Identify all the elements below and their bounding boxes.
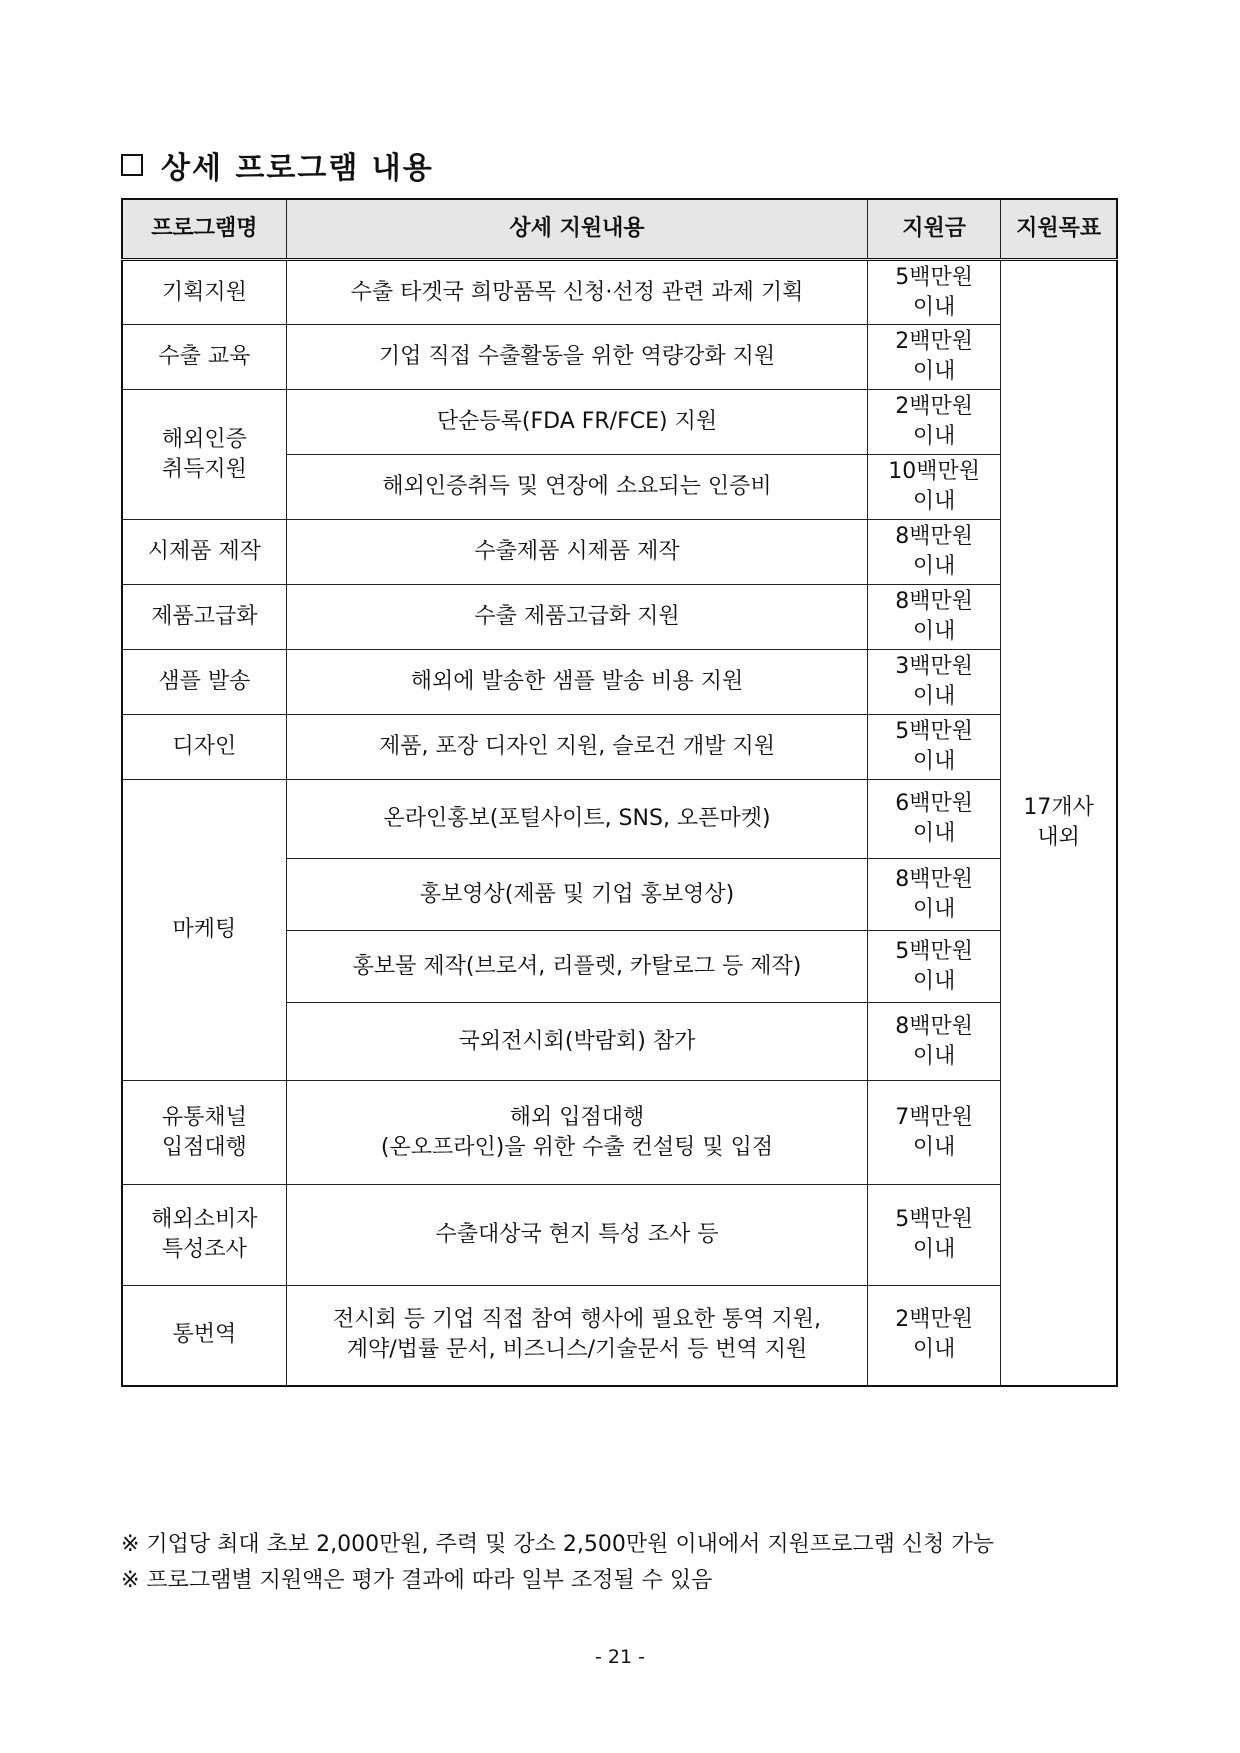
amount-cell: 5백만원 이내 [868,260,1001,325]
amount-cell: 7백만원 이내 [868,1081,1001,1185]
table-row [122,260,1117,325]
table-row [122,1081,1117,1185]
amount-cell: 5백만원 이내 [868,931,1001,1003]
amount-cell: 6백만원 이내 [868,780,1001,859]
table-row [122,1286,1117,1386]
table-row [122,650,1117,715]
detail-cell: 수출대상국 현지 특성 조사 등 [286,1185,867,1286]
program-name-cell: 유통채널 입점대행 [122,1081,286,1185]
program-name-cell: 시제품 제작 [122,520,286,585]
detail-cell: 해외에 발송한 샘플 발송 비용 지원 [286,650,867,715]
amount-cell: 8백만원 이내 [868,859,1001,931]
footnote: ※ 기업당 최대 초보 2,000만원, 주력 및 강소 2,500만원 이내에서 지원프로그램 신청 가능 [121,1532,994,1557]
program-name-cell: 디자인 [122,715,286,780]
program-name-cell: 통번역 [122,1286,286,1386]
footnotes [121,1527,994,1599]
detail-cell: 해외인증취득 및 연장에 소요되는 인증비 [286,455,867,520]
detail-cell: 해외 입점대행 (온오프라인)을 위한 수출 컨설팅 및 입점 [286,1081,867,1185]
section-heading-text: 상세 프로그램 내용 [161,151,434,186]
detail-cell: 기업 직접 수출활동을 위한 역량강화 지원 [286,325,867,390]
program-name-cell: 해외인증 취득지원 [122,390,286,520]
checkbox-square-icon [121,154,143,176]
amount-cell: 2백만원 이내 [868,1286,1001,1386]
header-amount: 지원금 [868,199,1001,260]
program-name-cell: 샘플 발송 [122,650,286,715]
program-name-cell: 기획지원 [122,260,286,325]
detail-cell: 홍보영상(제품 및 기업 홍보영상) [286,859,867,931]
table-row [122,715,1117,780]
detail-cell: 홍보물 제작(브로셔, 리플렛, 카탈로그 등 제작) [286,931,867,1003]
detail-cell: 전시회 등 기업 직접 참여 행사에 필요한 통역 지원, 계약/법률 문서, 비즈니스/기술문서 등 번역 지원 [286,1286,867,1386]
footnote: ※ 프로그램별 지원액은 평가 결과에 따라 일부 조정될 수 있음 [121,1568,713,1593]
section-heading [121,143,434,187]
target-cell: 17개사 내외 [1001,260,1117,1386]
amount-cell: 10백만원 이내 [868,455,1001,520]
detail-cell: 수출 타겟국 희망품목 신청·선정 관련 과제 기획 [286,260,867,325]
amount-cell: 2백만원 이내 [868,325,1001,390]
program-name-cell: 마케팅 [122,780,286,1081]
table-row [122,390,1117,455]
table-row [122,325,1117,390]
table-row [122,1185,1117,1286]
amount-cell: 8백만원 이내 [868,520,1001,585]
header-program-name: 프로그램명 [122,199,286,260]
program-name-cell: 해외소비자 특성조사 [122,1185,286,1286]
header-target: 지원목표 [1001,199,1117,260]
amount-cell: 8백만원 이내 [868,585,1001,650]
table-row [122,520,1117,585]
amount-cell: 2백만원 이내 [868,390,1001,455]
detail-cell: 수출 제품고급화 지원 [286,585,867,650]
detail-cell: 제품, 포장 디자인 지원, 슬로건 개발 지원 [286,715,867,780]
detail-cell: 수출제품 시제품 제작 [286,520,867,585]
program-name-cell: 제품고급화 [122,585,286,650]
program-table [121,198,1118,1387]
page-number: - 21 - [595,1646,645,1668]
amount-cell: 5백만원 이내 [868,1185,1001,1286]
detail-cell: 국외전시회(박람회) 참가 [286,1003,867,1081]
amount-cell: 3백만원 이내 [868,650,1001,715]
header-detail: 상세 지원내용 [286,199,867,260]
table-row [122,585,1117,650]
program-name-cell: 수출 교육 [122,325,286,390]
amount-cell: 8백만원 이내 [868,1003,1001,1081]
detail-cell: 단순등록(FDA FR/FCE) 지원 [286,390,867,455]
detail-cell: 온라인홍보(포털사이트, SNS, 오픈마켓) [286,780,867,859]
amount-cell: 5백만원 이내 [868,715,1001,780]
table-header-row [122,199,1117,260]
table-row [122,780,1117,859]
